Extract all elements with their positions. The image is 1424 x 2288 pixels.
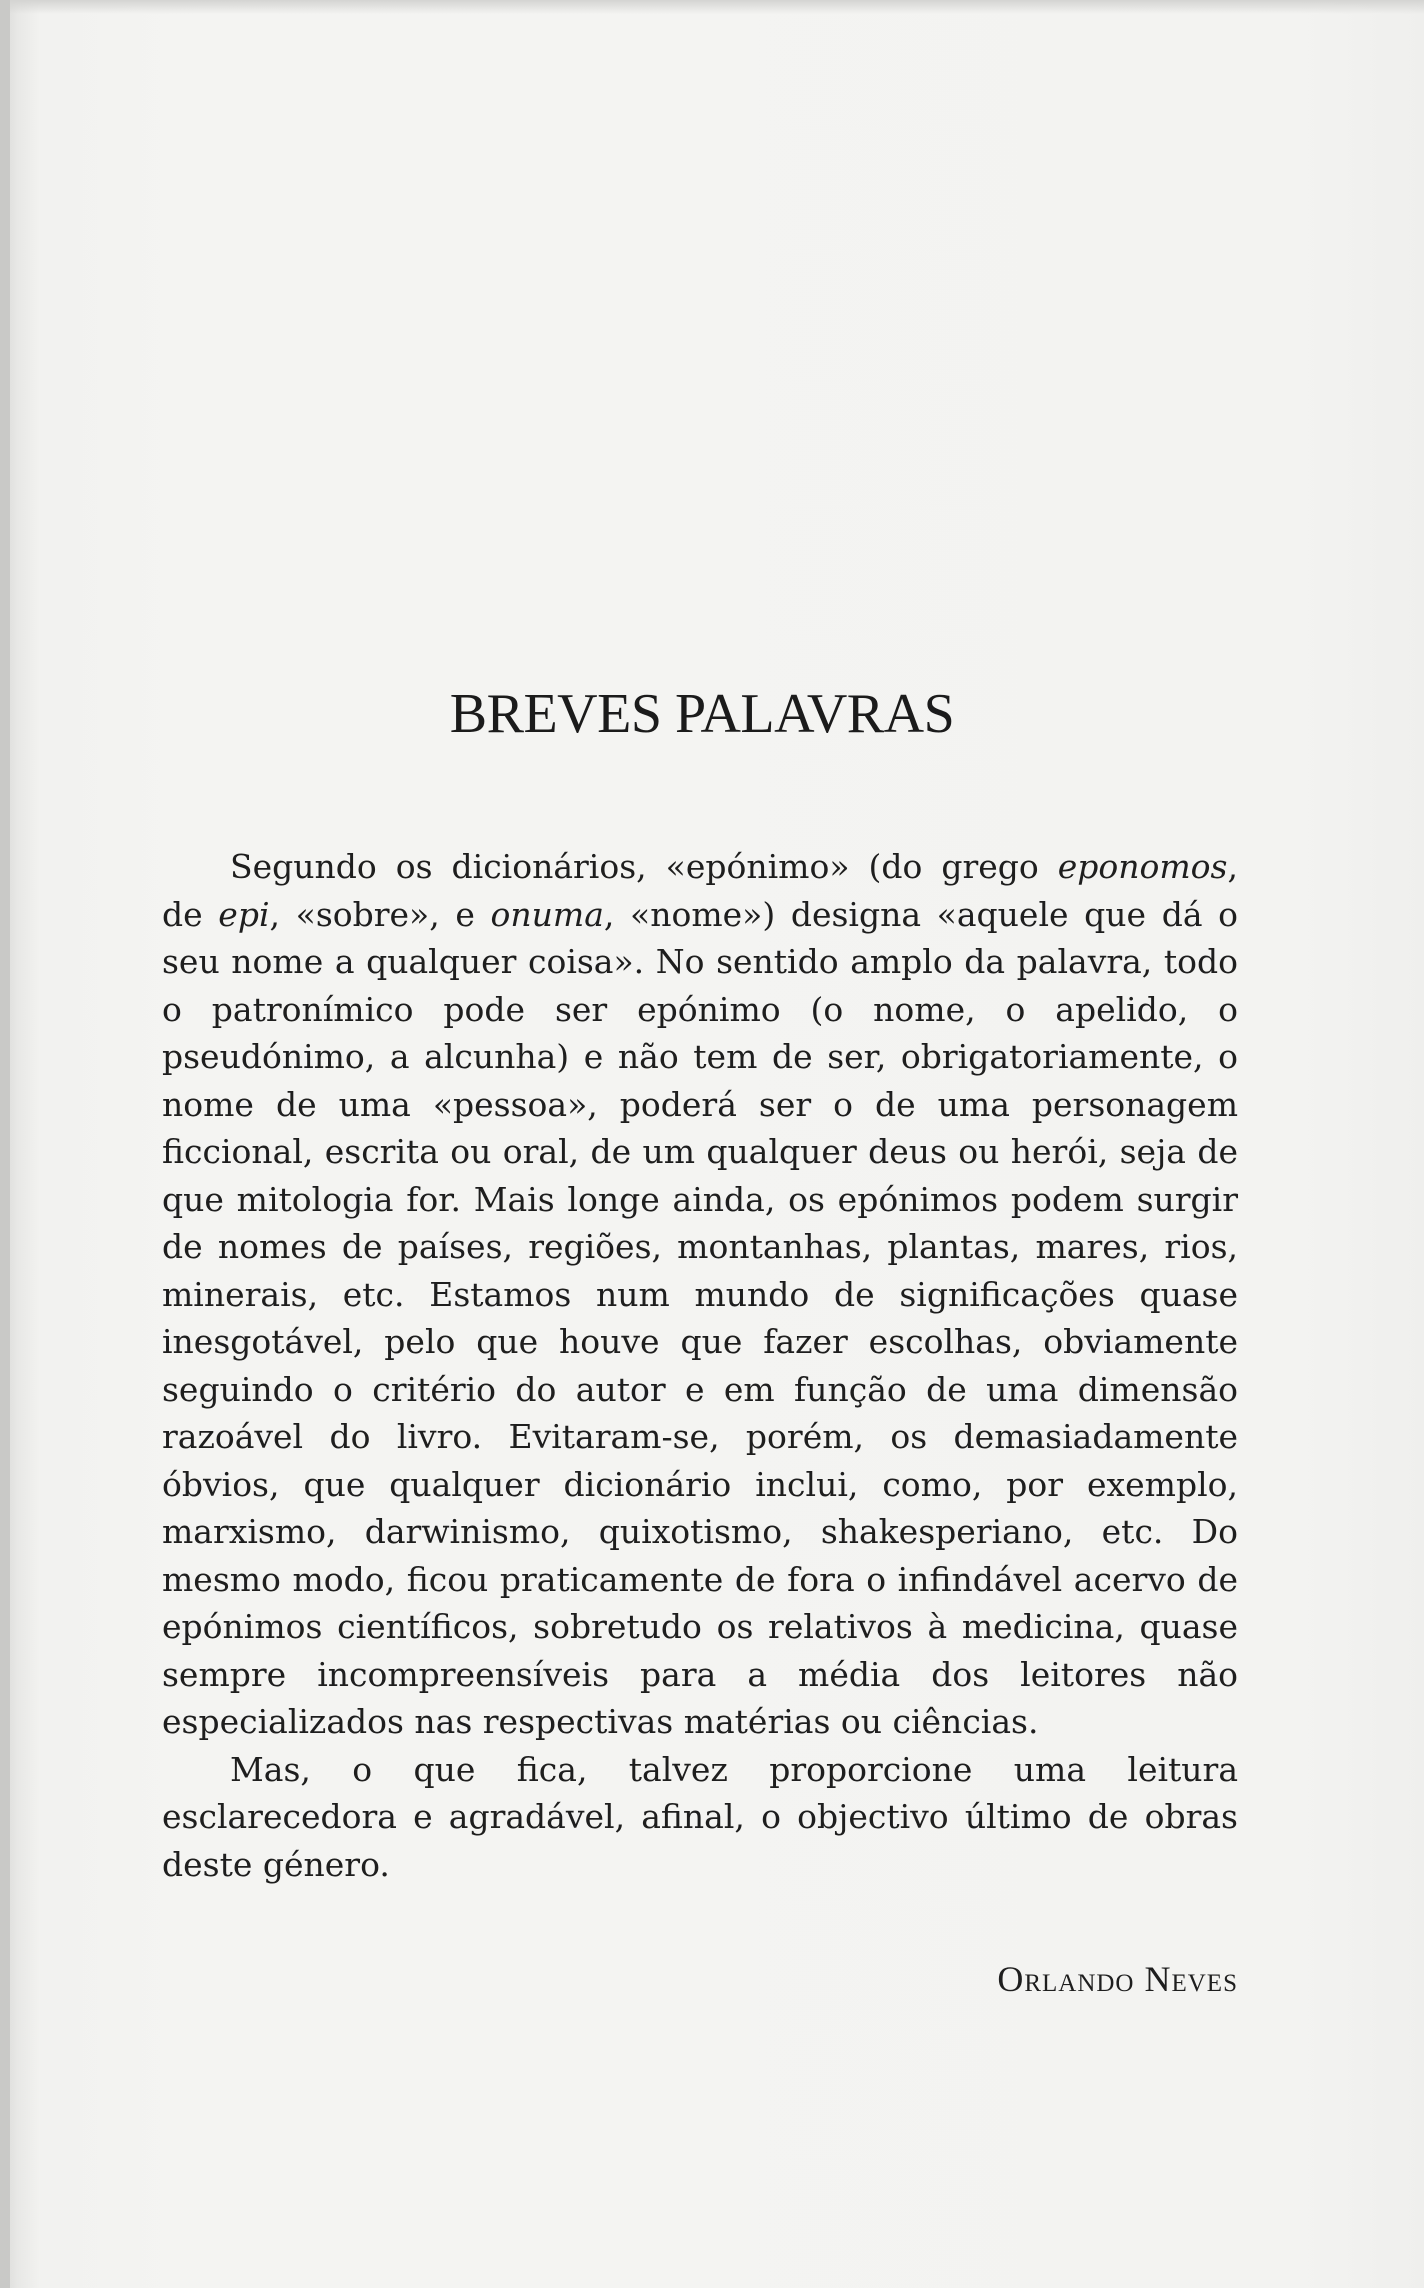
italic-term: eponomos xyxy=(1057,847,1228,886)
page-top-edge xyxy=(0,0,1424,14)
paragraph xyxy=(162,1746,1238,1889)
text-run: , «sobre», e xyxy=(269,894,491,934)
text-run: Mas, o que fica, talvez proporcione uma leitura esclarecedora e agradável, afinal, o objectivo último de obras deste género. xyxy=(162,1749,1238,1884)
text-run: Segundo os dicionários, «epónimo» (do grego xyxy=(230,847,1058,886)
italic-term: epi xyxy=(218,894,270,934)
page-binding-edge xyxy=(0,0,10,2288)
italic-term: onuma xyxy=(490,894,604,934)
page-title: BREVES PALAVRAS xyxy=(449,683,955,745)
text-run: , de xyxy=(162,847,1238,934)
author-signature: Orlando Neves xyxy=(997,1959,1238,1999)
body-text xyxy=(162,843,1238,1888)
paragraph xyxy=(162,843,1238,1746)
text-run: , «nome») designa «aquele que dá o seu nome a qualquer coisa». No sentido amplo da palavra, todo o patronímico pode ser epónimo (o nome, o apelido, o pseudónimo, a alcunha) e não tem de ser, obrigatoriamente, o nome de uma «pessoa», poderá ser o de uma personagem ficcional, escrita ou oral, de um qualquer deus ou herói, seja de que mitologia for. Mais longe ainda, os epónimos podem surgir de nomes de países, regiões, montanhas, plantas, mares, rios, minerais, etc. Estamos num mundo de significações quase inesgotável, pelo que houve que fazer escolhas, obviamente seguindo o critério do autor e em função de uma dimensão razoável do livro. Evitaram-se, porém, os demasiadamente óbvios, que qualquer dicionário inclui, como, por exemplo, marxismo, darwinismo, quixotismo, shakesperiano, etc. Do mesmo modo, ficou praticamente de fora o infindável acervo de epónimos científicos, sobretudo os relativos à medicina, quase sempre incompreensíveis para a média dos leitores não especializados nas respectivas matérias ou ciências. xyxy=(162,894,1239,1741)
